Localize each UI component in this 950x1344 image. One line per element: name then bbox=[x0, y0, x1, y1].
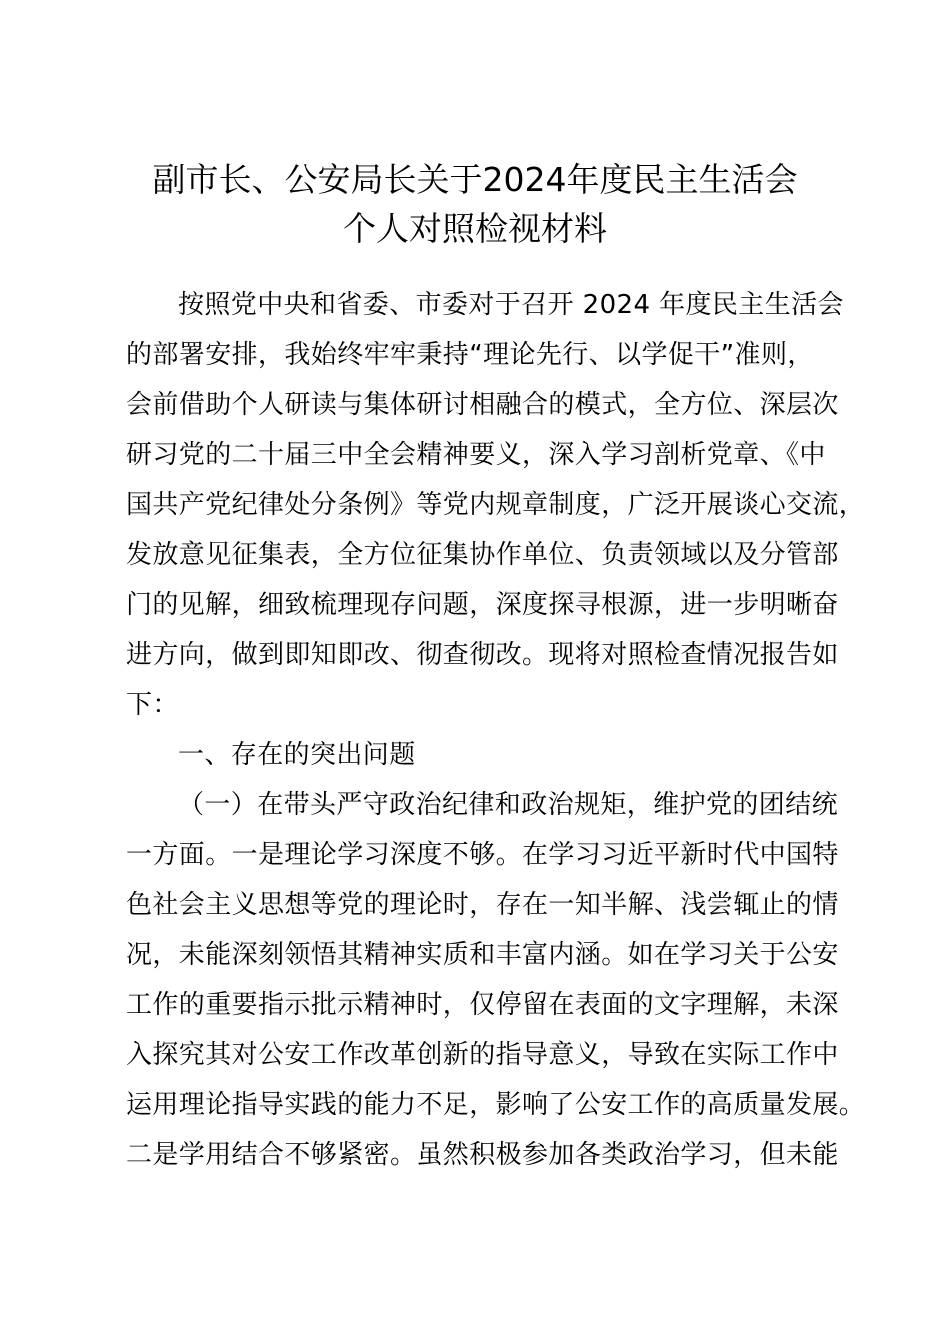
body-line: 色社会主义思想等党的理论时，存在一知半解、浅尝辄止的情 bbox=[126, 890, 839, 920]
body-line: （一）在带头严守政治纪律和政治规矩，维护党的团结统 bbox=[178, 790, 839, 820]
body-line: 进方向，做到即知即改、彻查彻改。现将对照检查情况报告如 bbox=[126, 640, 839, 670]
body-line: 国共产党纪律处分条例》等党内规章制度，广泛开展谈心交流， bbox=[126, 490, 866, 520]
body-line: 按照党中央和省委、市委对于召开 2024 年度民主生活会 bbox=[178, 290, 844, 320]
body-line: 研习党的二十届三中全会精神要义，深入学习剖析党章、《中 bbox=[126, 440, 826, 470]
body-line: 发放意见征集表，全方位征集协作单位、负责领域以及分管部 bbox=[126, 540, 839, 570]
body-line: 门的见解，细致梳理现存问题，深度探寻根源，进一步明晰奋 bbox=[126, 590, 839, 620]
body-line: 会前借助个人研读与集体研讨相融合的模式，全方位、深层次 bbox=[126, 390, 839, 420]
body-line: 入探究其对公安工作改革创新的指导意义，导致在实际工作中 bbox=[126, 1040, 839, 1070]
body-line: 一方面。一是理论学习深度不够。在学习习近平新时代中国特 bbox=[126, 840, 839, 870]
section-heading: 一、存在的突出问题 bbox=[178, 740, 416, 770]
body-line: 运用理论指导实践的能力不足，影响了公安工作的高质量发展。 bbox=[126, 1090, 866, 1120]
body-line: 况，未能深刻领悟其精神实质和丰富内涵。如在学习关于公安 bbox=[126, 940, 839, 970]
body-line: 二是学用结合不够紧密。虽然积极参加各类政治学习，但未能 bbox=[126, 1140, 839, 1170]
body-line: 下： bbox=[126, 690, 179, 720]
body-line: 的部署安排，我始终牢牢秉持“理论先行、以学促干”准则， bbox=[126, 340, 814, 370]
document-title-line-1: 副市长、公安局长关于2024年度民主生活会 bbox=[152, 160, 798, 199]
body-line: 工作的重要指示批示精神时，仅停留在表面的文字理解，未深 bbox=[126, 990, 839, 1020]
document-title-line-2: 个人对照检视材料 bbox=[343, 209, 607, 248]
